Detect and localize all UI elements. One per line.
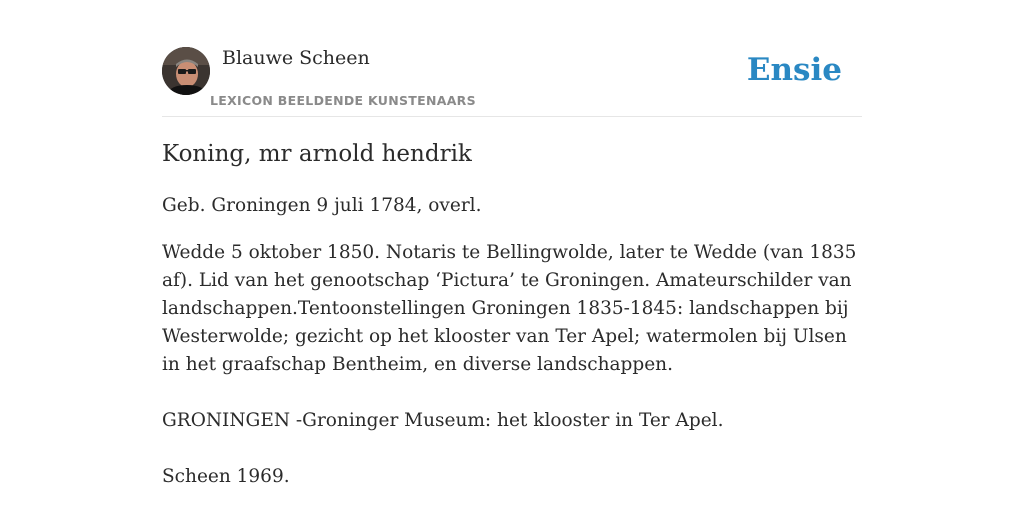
avatar-image: [162, 47, 210, 95]
section-label[interactable]: LEXICON BEELDENDE KUNSTENAARS: [210, 93, 476, 108]
author-avatar[interactable]: [162, 47, 210, 95]
article-body: [162, 192, 862, 491]
article-paragraph: GRONINGEN -Groninger Museum: het klooster in Ter Apel.: [162, 410, 724, 431]
author-name[interactable]: Blauwe Scheen: [222, 47, 370, 69]
article-header: [162, 46, 862, 117]
brand-logo[interactable]: Ensie: [746, 52, 842, 88]
article-paragraph: Geb. Groningen 9 juli 1784, overl.: [162, 195, 482, 216]
article-title: Koning, mr arnold hendrik: [162, 141, 472, 167]
article-paragraph: Wedde 5 oktober 1850. Notaris te Bellingwolde, later te Wedde (van 1835 af). Lid van het genootschap ‘Pictura’ te Groningen. Amateurschilder van landschappen.Tentoonstellingen Groningen 1835-1845: landschappen bij Westerwolde; gezicht op het klooster van Ter Apel; watermolen bij Ulsen in het graafschap Bentheim, en diverse landschappen.: [162, 242, 857, 375]
article-paragraph: Scheen 1969.: [162, 466, 290, 487]
